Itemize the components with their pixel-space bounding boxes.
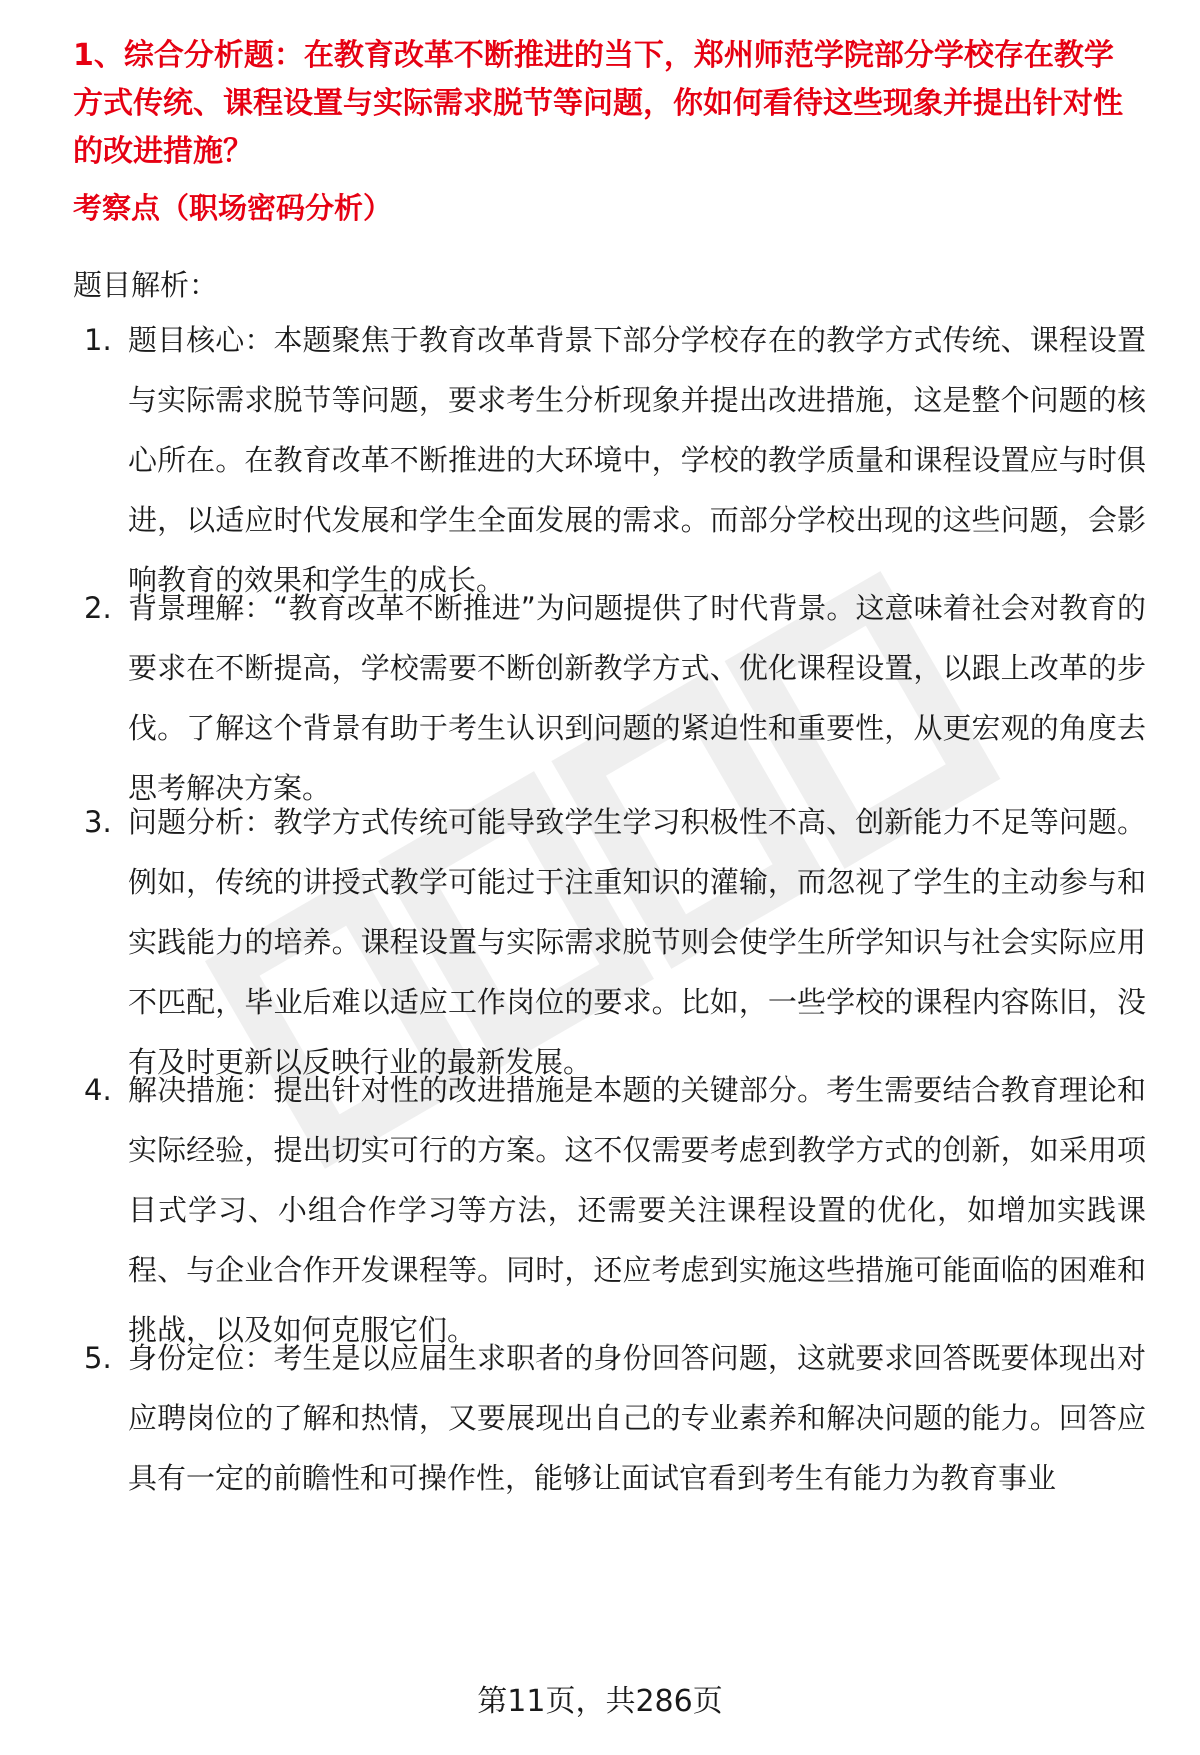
point-text: 问题分析：教学方式传统可能导致学生学习积极性不高、创新能力不足等问题。例如，传统的讲授式教学可能过于注重知识的灌输，而忽视了学生的主动参与和实践能力的培养。课程设置与实际需求脱节则会使学生所学知识与社会实际应用不匹配，毕业后难以适应工作岗位的要求。比如，一些学校的课程内容陈旧，没有及时更新以反映行业的最新发展。: [128, 805, 1146, 1079]
point-number: 2.: [84, 591, 112, 625]
question-block: [0, 0, 1200, 169]
section-heading: 考察点（职场密码分析）: [73, 191, 393, 225]
question-text: 1、综合分析题：在教育改革不断推进的当下，郑州师范学院部分学校存在教学方式传统、课程设置与实际需求脱节等问题，你如何看待这些现象并提出针对性的改进措施？: [73, 38, 1123, 169]
page-footer: 第11页，共286页: [477, 1684, 723, 1719]
point-text: 解决措施：提出针对性的改进措施是本题的关键部分。考生需要结合教育理论和实际经验，提出切实可行的方案。这不仅需要考虑到教学方式的创新，如采用项目式学习、小组合作学习等方法，还需要关注课程设置的优化，如增加实践课程、与企业合作开发课程等。同时，还应考虑到实施这些措施可能面临的困难和挑战，以及如何克服它们。: [128, 1073, 1146, 1347]
point-number: 5.: [84, 1341, 112, 1375]
point-text: 背景理解：“教育改革不断推进”为问题提供了时代背景。这意味着社会对教育的要求在不断提高，学校需要不断创新教学方式、优化课程设置，以跟上改革的步伐。了解这个背景有助于考生认识到问题的紧迫性和重要性，从更宏观的角度去思考解决方案。: [128, 591, 1146, 805]
point-text: 题目核心：本题聚焦于教育改革背景下部分学校存在的教学方式传统、课程设置与实际需求脱节等问题，要求考生分析现象并提出改进措施，这是整个问题的核心所在。在教育改革不断推进的大环境中，学校的教学质量和课程设置应与时俱进，以适应时代发展和学生全面发展的需求。而部分学校出现的这些问题，会影响教育的效果和学生的成长。: [128, 323, 1146, 597]
point-text: 身份定位：考生是以应届生求职者的身份回答问题，这就要求回答既要体现出对应聘岗位的了解和热情，又要展现出自己的专业素养和解决问题的能力。回答应具有一定的前瞻性和可操作性，能够让面试官看到考生有能力为教育事业: [128, 1341, 1146, 1495]
point-number: 1.: [84, 323, 112, 357]
point-number: 3.: [84, 805, 112, 839]
analysis-label: 题目解析：: [73, 268, 219, 302]
point-number: 4.: [84, 1073, 112, 1107]
